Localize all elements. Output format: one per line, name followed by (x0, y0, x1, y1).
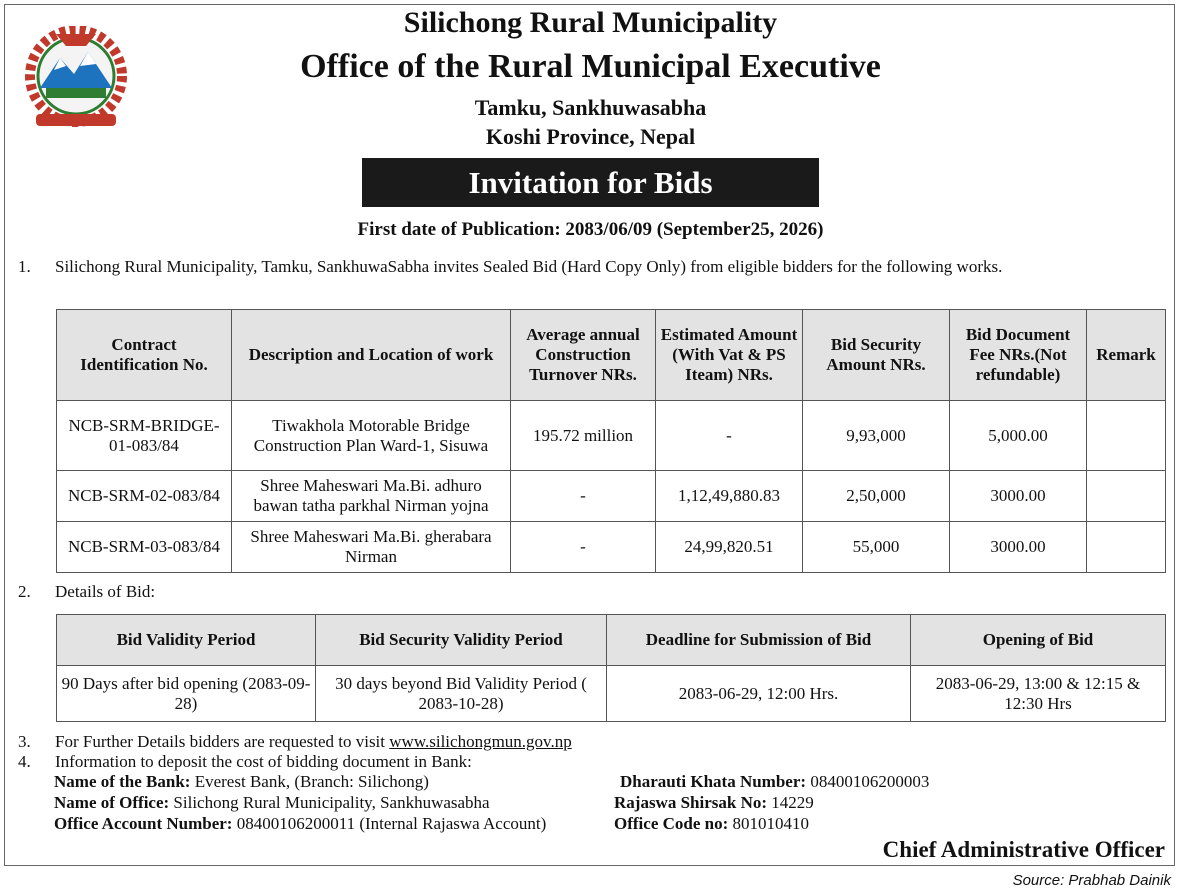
estimated-amount-cell: 1,12,49,880.83 (656, 471, 803, 522)
contract-id-cell: NCB-SRM-03-083/84 (57, 522, 232, 573)
table-row (57, 666, 1166, 722)
header-opening: Opening of Bid (911, 615, 1166, 666)
office-code-line (614, 814, 809, 834)
header-bid-validity: Bid Validity Period (57, 615, 316, 666)
works-table (56, 309, 1166, 573)
notice-title-banner: Invitation for Bids (362, 158, 819, 207)
bank-name-value: Everest Bank, (Branch: Silichong) (194, 772, 429, 791)
bid-security-cell: 9,93,000 (803, 401, 950, 471)
dharauti-value: 08400106200003 (810, 772, 930, 791)
rajaswa-value: 14229 (771, 793, 814, 812)
item-3-label: For Further Details bidders are requested to visit (55, 732, 386, 751)
turnover-cell: - (511, 471, 656, 522)
item-1-number: 1. (18, 257, 31, 276)
turnover-cell: - (511, 522, 656, 573)
header-bid-security: Bid Security Amount NRs. (803, 310, 950, 401)
item-4-text: Information to deposit the cost of bidding document in Bank: (55, 752, 472, 771)
account-number-line (54, 814, 546, 834)
office-name-value: Silichong Rural Municipality, Sankhuwasabha (173, 793, 490, 812)
rajaswa-line (614, 793, 814, 813)
opening-cell: 2083-06-29, 13:00 & 12:15 & 12:30 Hrs (911, 666, 1166, 722)
source-credit: Source: Prabhab Dainik (1012, 872, 1171, 889)
item-2-text: Details of Bid: (55, 582, 156, 601)
description-cell: Shree Maheswari Ma.Bi. gherabara Nirman (232, 522, 511, 573)
doc-fee-cell: 3000.00 (950, 471, 1087, 522)
bid-details-table (56, 614, 1166, 722)
municipality-name: Silichong Rural Municipality (403, 6, 778, 39)
account-number-value: 08400106200011 (Internal Rajaswa Account) (236, 814, 547, 833)
bid-security-cell: 2,50,000 (803, 471, 950, 522)
office-name-label: Name of Office: (54, 793, 170, 812)
item-1-text: Silichong Rural Municipality, Tamku, SankhuwaSabha invites Sealed Bid (Hard Copy Only) from eligible bidders for the following works. (55, 257, 1003, 276)
remark-cell (1087, 471, 1166, 522)
doc-fee-cell: 3000.00 (950, 522, 1087, 573)
address-line-2: Koshi Province, Nepal (485, 124, 696, 149)
office-name-line (54, 793, 490, 813)
header-estimated-amount: Estimated Amount (With Vat & PS Iteam) NRs. (656, 310, 803, 401)
security-validity-cell: 30 days beyond Bid Validity Period ( 2083-10-28) (316, 666, 607, 722)
website-link[interactable]: www.silichongmun.gov.np (389, 732, 572, 751)
item-3-number: 3. (18, 732, 31, 751)
works-table-header-row (57, 310, 1166, 401)
contract-id-cell: NCB-SRM-BRIDGE-01-083/84 (57, 401, 232, 471)
contract-id-cell: NCB-SRM-02-083/84 (57, 471, 232, 522)
signatory-title: Chief Administrative Officer (882, 837, 1165, 862)
address-line-1: Tamku, Sankhuwasabha (474, 95, 707, 120)
office-code-value: 801010410 (732, 814, 810, 833)
header-description: Description and Location of work (232, 310, 511, 401)
item-2-number: 2. (18, 582, 31, 601)
estimated-amount-cell: 24,99,820.51 (656, 522, 803, 573)
account-number-label: Office Account Number: (54, 814, 233, 833)
doc-fee-cell: 5,000.00 (950, 401, 1087, 471)
remark-cell (1087, 401, 1166, 471)
header-deadline: Deadline for Submission of Bid (607, 615, 911, 666)
deadline-cell: 2083-06-29, 12:00 Hrs. (607, 666, 911, 722)
table-row (57, 522, 1166, 573)
header-turnover: Average annual Construction Turnover NRs. (511, 310, 656, 401)
turnover-cell: 195.72 million (511, 401, 656, 471)
remark-cell (1087, 522, 1166, 573)
bank-name-line (54, 772, 429, 792)
office-code-label: Office Code no: (614, 814, 729, 833)
dharauti-line (620, 772, 929, 792)
item-4-number: 4. (18, 752, 31, 771)
header-remark: Remark (1087, 310, 1166, 401)
estimated-amount-cell: - (656, 401, 803, 471)
bank-name-label: Name of the Bank: (54, 772, 191, 791)
rajaswa-label: Rajaswa Shirsak No: (614, 793, 768, 812)
bid-security-cell: 55,000 (803, 522, 950, 573)
item-3-text (55, 732, 1165, 752)
table-row (57, 401, 1166, 471)
bid-validity-cell: 90 Days after bid opening (2083-09-28) (57, 666, 316, 722)
publication-date: First date of Publication: 2083/06/09 (September25, 2026) (357, 219, 824, 240)
header-security-validity: Bid Security Validity Period (316, 615, 607, 666)
office-name: Office of the Rural Municipal Executive (300, 48, 881, 85)
description-cell: Tiwakhola Motorable Bridge Construction Plan Ward-1, Sisuwa (232, 401, 511, 471)
dharauti-label: Dharauti Khata Number: (620, 772, 807, 791)
description-cell: Shree Maheswari Ma.Bi. adhuro bawan tatha parkhal Nirman yojna (232, 471, 511, 522)
header-doc-fee: Bid Document Fee NRs.(Not refundable) (950, 310, 1087, 401)
table-row (57, 471, 1166, 522)
bid-table-header-row (57, 615, 1166, 666)
header-contract-id: Contract Identification No. (57, 310, 232, 401)
